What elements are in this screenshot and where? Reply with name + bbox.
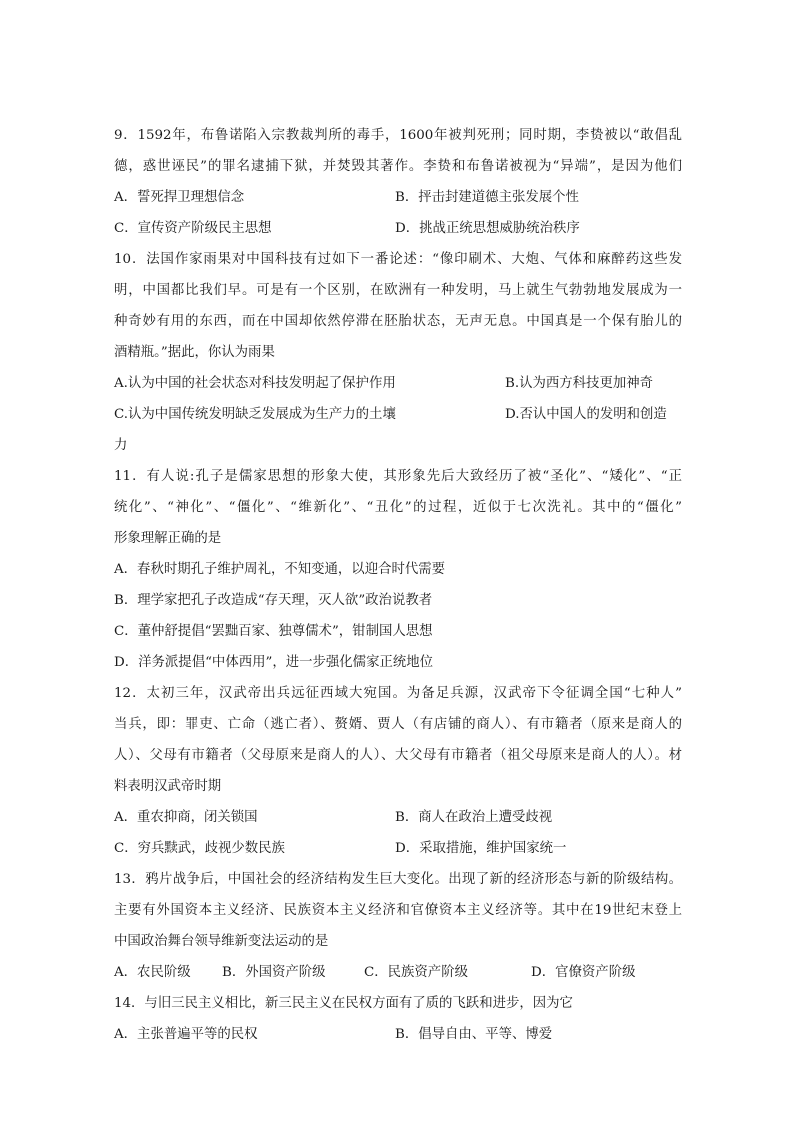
q11-stem-line-2: 统化”、“神化”、“僵化”、“维新化”、“丑化”的过程，近似于七次洗礼。其中的“僵化”	[114, 500, 682, 515]
q12-stem-line-4: 料表明汉武帝时期	[114, 779, 222, 794]
q9-option-d: D．挑战正统思想威胁统治秩序	[395, 221, 580, 236]
q10-option-c: C.认为中国传统发明缺乏发展成为生产力的土壤	[114, 407, 396, 422]
q10-stem-line-3: 种奇妙有用的东西，而在中国却依然停滞在胚胎状态，无声无息。中国真是一个保有胎儿的	[114, 314, 682, 329]
q12-stem-line-1: 12．太初三年，汉武帝出兵远征西域大宛国。为备足兵源，汉武帝下令征调全国“七种人”	[114, 686, 682, 701]
q10-option-b: B.认为西方科技更加神奇	[505, 376, 654, 391]
q14-stem-line-1: 14．与旧三民主义相比，新三民主义在民权方面有了质的飞跃和进步，因为它	[114, 996, 573, 1011]
q13-option-c: C．民族资产阶级	[364, 965, 468, 980]
q10-stem-line-1: 10．法国作家雨果对中国科技有过如下一番论述：“像印刷术、大炮、气体和麻醉药这些发	[114, 252, 682, 267]
q11-stem-line-1: 11．有人说:孔子是儒家思想的形象大使，其形象先后大致经历了被“圣化”、“矮化”、“正	[114, 469, 682, 484]
q9-stem-line-2: 德，惑世诬民”的罪名逮捕下狱，并焚毁其著作。李贽和布鲁诺被视为“异端”，是因为他们	[114, 159, 682, 174]
q11-option-d: D．洋务派提倡“中体西用”，进一步强化儒家正统地位	[114, 655, 434, 670]
q12-stem-line-2: 当兵，即：罪吏、亡命（逃亡者）、赘婿、贾人（有店铺的商人）、有市籍者（原来是商人的	[114, 717, 682, 732]
q13-stem-line-2: 主要有外国资本主义经济、民族资本主义经济和官僚资本主义经济等。其中在19世纪末登上	[114, 903, 682, 918]
q14-option-a: A．主张普遍平等的民权	[114, 1027, 258, 1042]
q13-stem-line-1: 13．鸦片战争后，中国社会的经济结构发生巨大变化。出现了新的经济形态与新的阶级结构。	[114, 872, 682, 887]
q10-stem-line-4: 酒精瓶。”据此，你认为雨果	[114, 345, 275, 360]
q14-option-b: B．倡导自由、平等、博爱	[395, 1027, 553, 1042]
q10-option-d-continuation: 力	[114, 438, 128, 453]
q12-option-c: C．穷兵黩武，歧视少数民族	[114, 841, 285, 856]
q13-stem-line-3: 中国政治舞台领导维新变法运动的是	[114, 934, 329, 949]
q12-option-a: A．重农抑商，闭关锁国	[114, 810, 258, 825]
q9-option-b: B．抨击封建道德主张发展个性	[395, 190, 579, 205]
q13-option-b: B．外国资产阶级	[222, 965, 326, 980]
q9-option-c: C．宣传资产阶级民主思想	[114, 221, 272, 236]
q11-option-a: A．春秋时期孔子维护周礼，不知变通，以迎合时代需要	[114, 562, 446, 577]
q13-option-a: A．农民阶级	[114, 965, 191, 980]
q11-option-b: B．理学家把孔子改造成“存天理，灭人欲”政治说教者	[114, 593, 433, 608]
q12-option-d: D．采取措施，维护国家统一	[395, 841, 567, 856]
q11-stem-line-3: 形象理解正确的是	[114, 531, 222, 546]
q13-option-d: D．官僚资产阶级	[531, 965, 636, 980]
q10-option-d: D.否认中国人的发明和创造	[505, 407, 667, 422]
q10-option-a: A.认为中国的社会状态对科技发明起了保护作用	[114, 376, 396, 391]
q10-stem-line-2: 明，中国都比我们早。可是有一个区别，在欧洲有一种发明，马上就生气勃勃地发展成为一	[114, 283, 682, 298]
q12-option-b: B．商人在政治上遭受歧视	[395, 810, 553, 825]
q9-stem-line-1: 9．1592年，布鲁诺陷入宗教裁判所的毒手，1600年被判死刑；同时期，李贽被以“敢倡乱	[114, 128, 682, 143]
q9-option-a: A．誓死捍卫理想信念	[114, 190, 245, 205]
q11-option-c: C．董仲舒提倡“罢黜百家、独尊儒术”，钳制国人思想	[114, 624, 433, 639]
q12-stem-line-3: 人）、父母有市籍者（父母原来是商人的人）、大父母有市籍者（祖父母原来是商人的人）。材	[114, 748, 682, 763]
